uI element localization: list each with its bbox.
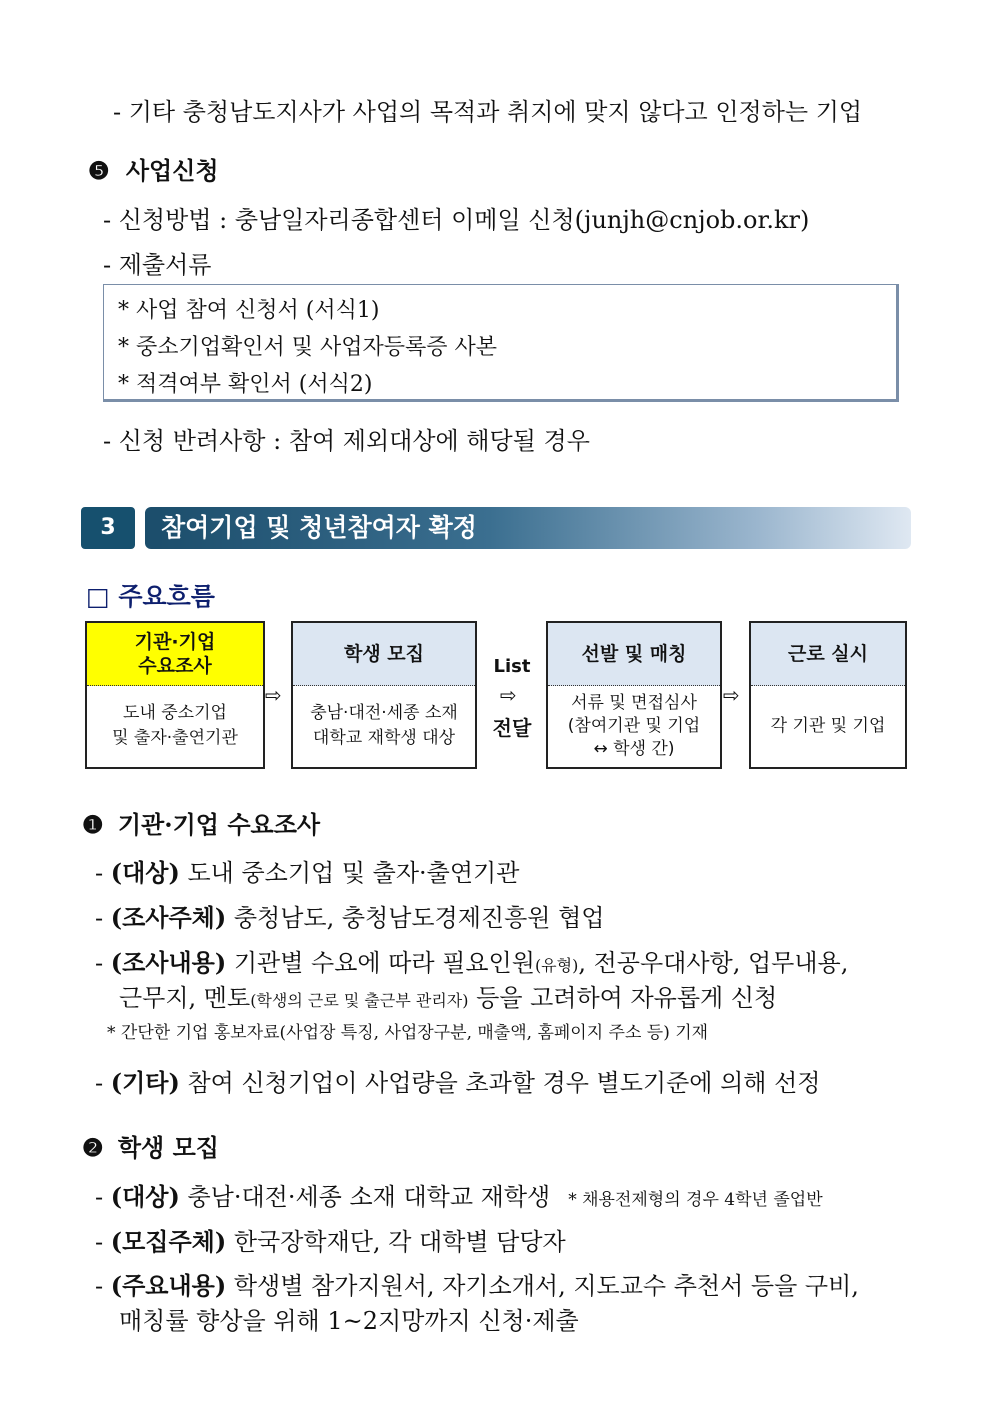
required-documents-box	[103, 284, 899, 402]
flow-box-desc: 충남·대전·세종 소재 대학교 재학생 대상	[310, 703, 458, 748]
item2-main: - (주요내용) 학생별 참가지원서, 자기소개서, 지도교수 추천서 등을 구비,	[95, 1271, 859, 1300]
flow-box-title: 근로 실시	[751, 623, 905, 686]
flow-box-title: 선발 및 매칭	[548, 623, 720, 686]
doc-item: * 중소기업확인서 및 사업자등록증 사본	[118, 335, 498, 360]
item1-organizer: - (조사주체) 충청남도, 충청남도경제진흥원 협업	[95, 903, 605, 932]
item1-content: - (조사내용) 기관별 수요에 따라 필요인원(유형), 전공우대사항, 업무내용,	[95, 948, 849, 977]
section-number-badge: 3	[81, 507, 135, 549]
transfer-label: 전달	[492, 716, 532, 740]
flow-box-title: 기관·기업 수요조사	[87, 623, 263, 686]
doc-item: * 적격여부 확인서 (서식2)	[118, 372, 373, 397]
item2-heading	[82, 1128, 219, 1163]
docs-label: - 제출서류	[103, 251, 212, 279]
item2-target: - (대상) 충남·대전·세종 소재 대학교 재학생 * 채용전제형의 경우 4학년 졸업반	[95, 1182, 823, 1211]
circled-five-marker: ❺	[88, 156, 110, 185]
right-arrow-icon: ⇨	[500, 683, 517, 707]
flow-box-desc: 서류 및 면접심사 (참여기관 및 기업 ↔ 학생 간)	[567, 692, 701, 759]
doc-item: * 사업 참여 신청서 (서식1)	[118, 298, 380, 323]
section5-title: 사업신청	[125, 156, 219, 185]
item2-title: 학생 모집	[117, 1133, 219, 1162]
list-label: List	[493, 656, 531, 677]
flow-box-work	[749, 621, 907, 769]
item2-organizer: - (모집주체) 한국장학재단, 각 대학별 담당자	[95, 1227, 566, 1256]
section5-heading	[88, 151, 219, 186]
flow-box-selection-matching	[546, 621, 722, 769]
circled-two-marker: ❷	[82, 1133, 104, 1162]
apply-method: - 신청방법 : 충남일자리종합센터 이메일 신청(junjh@cnjob.or.kr)	[103, 206, 810, 234]
right-arrow-icon: ⇨	[723, 683, 740, 707]
item1-content-cont: 근무지, 멘토(학생의 근로 및 출근부 관리자) 등을 고려하여 자유롭게 신청	[119, 984, 778, 1012]
flow-box-student-recruit	[291, 621, 477, 769]
flow-box-demand-survey	[85, 621, 265, 769]
flow-box-title: 학생 모집	[293, 623, 475, 686]
flow-box-desc: 각 기관 및 기업	[770, 715, 886, 736]
item1-title: 기관·기업 수요조사	[117, 810, 321, 839]
item1-etc: - (기타) 참여 신청기업이 사업량을 초과할 경우 별도기준에 의해 선정	[95, 1068, 821, 1097]
item2-main-cont: 매칭률 향상을 위해 1~2지망까지 신청·제출	[119, 1307, 579, 1335]
section-title-bar: 참여기업 및 청년참여자 확정	[145, 507, 911, 549]
flow-box-desc: 도내 중소기업 및 출자·출연기관	[112, 703, 238, 748]
reject-criteria: - 신청 반려사항 : 참여 제외대상에 해당될 경우	[103, 427, 590, 455]
circled-one-marker: ❶	[82, 810, 104, 839]
item2-target-note: * 채용전제형의 경우 4학년 졸업반	[568, 1190, 823, 1210]
exclusion-item: - 기타 충청남도지사가 사업의 목적과 취지에 맞지 않다고 인정하는 기업	[113, 98, 863, 126]
item1-note: * 간단한 기업 홍보자료(사업장 특징, 사업장구분, 매출액, 홈페이지 주소 등) 기재	[107, 1023, 709, 1043]
item1-target: - (대상) 도내 중소기업 및 출자·출연기관	[95, 858, 520, 887]
main-flow-heading: □ 주요흐름	[86, 582, 215, 611]
item1-heading	[82, 805, 320, 840]
right-arrow-icon: ⇨	[265, 683, 282, 707]
